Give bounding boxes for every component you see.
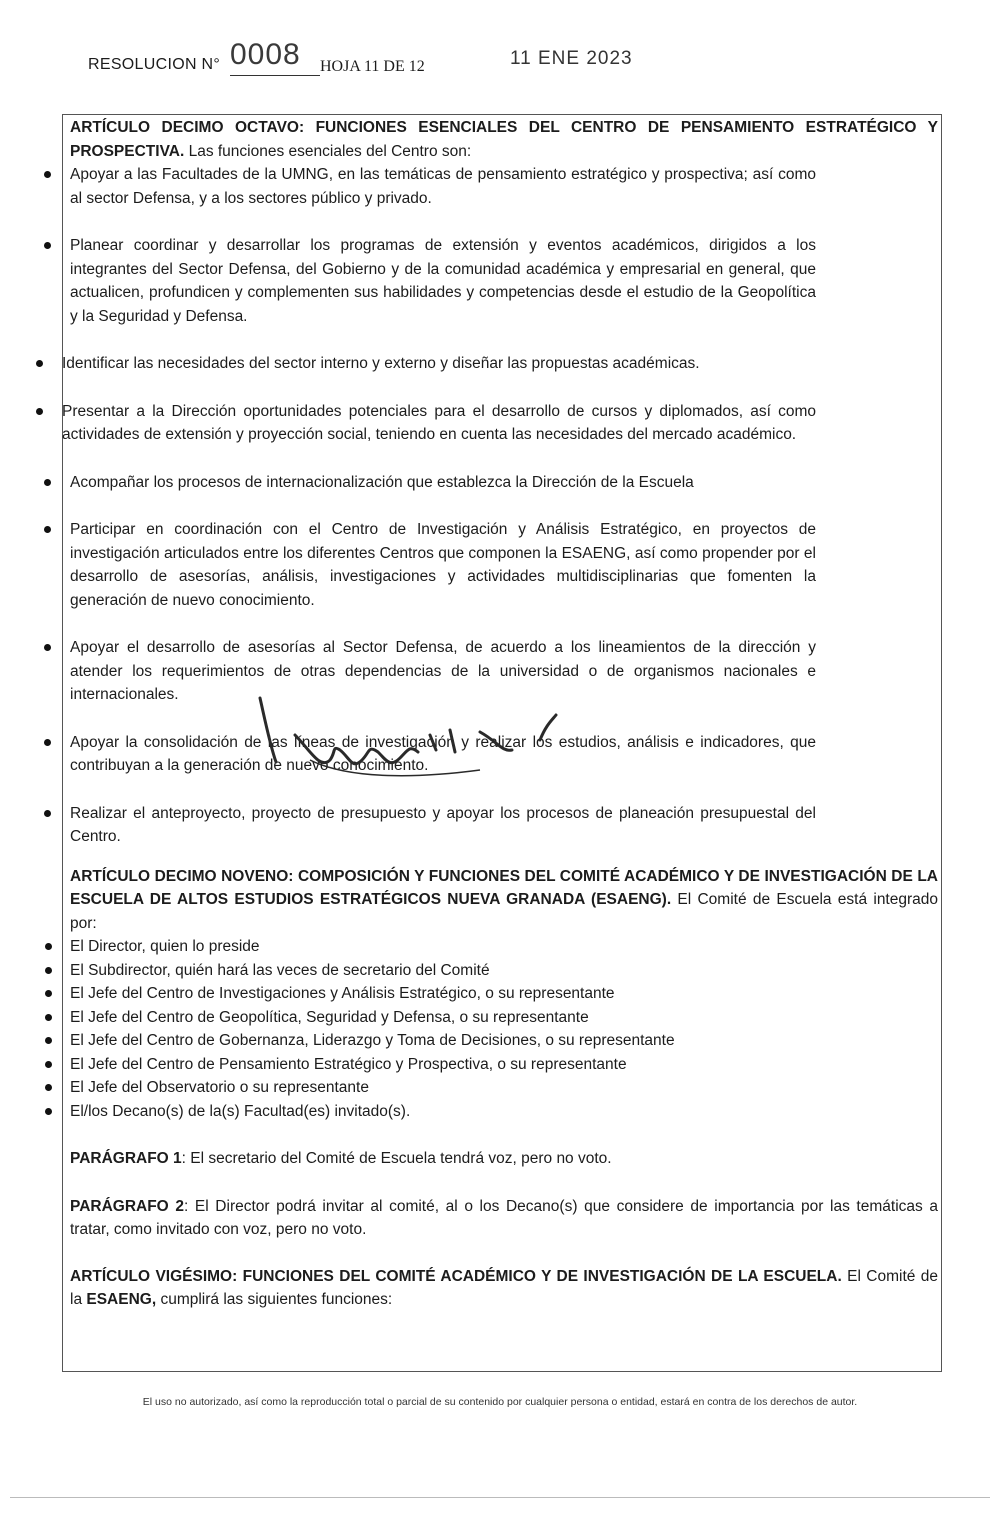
article-18-heading	[70, 116, 938, 163]
copyright-footer: El uso no autorizado, así como la reproducción total o parcial de su contenido por cualquier persona o entidad, estará en contra de los derechos de autor.	[142, 1396, 858, 1408]
page-count: HOJA 11 DE 12	[320, 58, 425, 75]
bullet-icon	[45, 990, 52, 997]
list-item: Participar en coordinación con el Centro de Investigación y Análisis Estratégico, en proyectos de investigación articulados entre los diferentes Centros que componen la ESAENG, así como propender por el desarrollo de asesorías, análisis, investigaciones y actividades multidisciplinarias que fomenten la generación de nuevo conocimiento.	[70, 518, 816, 612]
article-18-intro: Las funciones esenciales del Centro son:	[184, 142, 472, 160]
list-item: El Subdirector, quién hará las veces de secretario del Comité	[70, 959, 790, 983]
paragraph-1-label: PARÁGRAFO 1	[70, 1150, 182, 1167]
bullet-icon	[45, 1084, 52, 1091]
bullet-icon	[44, 242, 51, 249]
article-19-heading	[70, 865, 938, 936]
list-item: El Jefe del Centro de Gobernanza, Liderazgo y Toma de Decisiones, o su representante	[70, 1029, 790, 1053]
bullet-icon	[45, 943, 52, 950]
paragraph-1-text: : El secretario del Comité de Escuela tendrá voz, pero no voto.	[181, 1150, 612, 1167]
committee-members	[70, 935, 790, 1123]
list-item: El/los Decano(s) de la(s) Facultad(es) invitado(s).	[70, 1100, 790, 1124]
paragraph-1	[70, 1147, 938, 1171]
paragraph-2	[70, 1195, 938, 1242]
article-20-title: ARTÍCULO VIGÉSIMO: FUNCIONES DEL COMITÉ ACADÉMICO Y DE INVESTIGACIÓN DE LA ESCUELA.	[70, 1267, 842, 1285]
handwritten-signature	[240, 690, 580, 790]
article-19-title: ARTÍCULO DECIMO NOVENO: COMPOSICIÓN Y FUNCIONES DEL COMITÉ ACADÉMICO Y DE INVESTIGACIÓN DE LA ESCUELA DE ALTOS ESTUDIOS ESTRATÉGICOS NUEVA GRANADA (ESAENG).	[70, 867, 938, 908]
bullet-icon	[36, 360, 43, 367]
bullet-icon	[44, 171, 51, 178]
bullet-icon	[44, 810, 51, 817]
list-item: El Director, quien lo preside	[70, 935, 790, 959]
page-edge-line	[10, 1497, 990, 1498]
number-underline	[230, 75, 320, 76]
list-item: Apoyar el desarrollo de asesorías al Sector Defensa, de acuerdo a los lineamientos de la dirección y atender los requerimientos de otras dependencias de la universidad o de organismos nacionales e internacionales.	[70, 636, 816, 707]
bullet-icon	[44, 739, 51, 746]
list-item: Presentar a la Dirección oportunidades potenciales para el desarrollo de cursos y diplomados, así como actividades de extensión y proyección social, teniendo en cuenta las necesidades del mercado académico.	[62, 400, 816, 447]
bullet-icon	[45, 1037, 52, 1044]
bullet-icon	[45, 1014, 52, 1021]
bullet-icon	[36, 408, 43, 415]
list-item: Planear coordinar y desarrollar los programas de extensión y eventos académicos, dirigidos a los integrantes del Sector Defensa, del Gobierno y de la comunidad académica y empresarial en general, que actualicen, profundicen y complementen sus habilidades y competencias desde el estudio de la Geopolítica y la Seguridad y Defensa.	[70, 234, 816, 328]
bullet-icon	[44, 644, 51, 651]
paragraph-2-text: : El Director podrá invitar al comité, al o los Decano(s) que considere de importancia por las temáticas a tratar, como invitado con voz, pero no voto.	[70, 1197, 938, 1238]
article-20-intro: El Comité de la	[70, 1267, 938, 1308]
article-20-esaeng: ESAENG,	[86, 1291, 157, 1308]
list-item: Apoyar a las Facultades de la UMNG, en las temáticas de pensamiento estratégico y prospectiva; así como al sector Defensa, y a los sectores público y privado.	[70, 163, 816, 210]
list-item: El Jefe del Centro de Investigaciones y Análisis Estratégico, o su representante	[70, 982, 790, 1006]
list-item: Identificar las necesidades del sector interno y externo y diseñar las propuestas académicas.	[62, 352, 816, 376]
bullet-icon	[44, 479, 51, 486]
list-item: El Jefe del Centro de Geopolítica, Seguridad y Defensa, o su representante	[70, 1006, 790, 1030]
article-20-heading	[70, 1265, 938, 1312]
article-18-title: ARTÍCULO DECIMO OCTAVO: FUNCIONES ESENCIALES DEL CENTRO DE PENSAMIENTO ESTRATÉGICO Y PROSPECTIVA.	[70, 119, 938, 160]
bullet-icon	[45, 1061, 52, 1068]
list-item: Realizar el anteproyecto, proyecto de presupuesto y apoyar los procesos de planeación presupuestal del Centro.	[70, 802, 816, 849]
paragraph-2-label: PARÁGRAFO 2	[70, 1197, 184, 1215]
bullet-icon	[45, 967, 52, 974]
article-19-intro: El Comité de Escuela está integrado por:	[70, 891, 939, 932]
resolution-number: 0008	[230, 38, 301, 71]
list-item: Acompañar los procesos de internacionalización que establezca la Dirección de la Escuela	[70, 471, 816, 495]
bullet-icon	[45, 1108, 52, 1115]
document-header	[88, 38, 688, 78]
stamped-date: 11 ENE 2023	[510, 48, 633, 69]
bullet-icon	[44, 526, 51, 533]
list-item: El Jefe del Centro de Pensamiento Estratégico y Prospectiva, o su representante	[70, 1053, 790, 1077]
list-item: Apoyar la consolidación de las líneas de investigación y realizar los estudios, análisis e indicadores, que contribuyan a la generación de nuevo conocimiento.	[70, 731, 816, 778]
article-20-intro-end: cumplirá las siguientes funciones:	[156, 1291, 393, 1308]
list-item: El Jefe del Observatorio o su representante	[70, 1076, 790, 1100]
resolution-label: RESOLUCION N°	[88, 56, 221, 73]
